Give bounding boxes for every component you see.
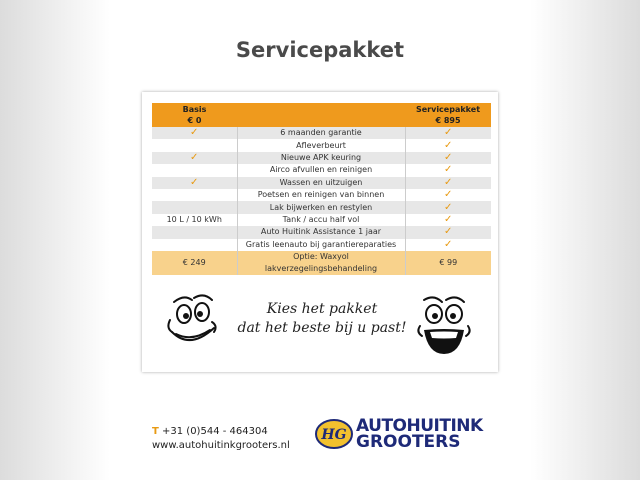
feature-label: Tank / accu half vol	[237, 214, 405, 226]
service-card	[142, 92, 498, 372]
option-row	[152, 251, 491, 275]
header-basis-price: € 0	[187, 116, 202, 125]
basis-check-icon	[152, 226, 237, 238]
table-row	[152, 226, 491, 238]
basis-check-icon	[152, 189, 237, 201]
service-check-icon: ✓	[405, 127, 491, 139]
service-check-icon: ✓	[405, 177, 491, 189]
service-check-icon: ✓	[405, 226, 491, 238]
header-spacer	[237, 103, 405, 127]
page-title: Servicepakket	[235, 38, 405, 62]
header-service-price: € 895	[435, 116, 461, 125]
table-row	[152, 189, 491, 201]
option-basis-price: € 249	[152, 251, 237, 275]
basis-check-icon: ✓	[152, 152, 237, 164]
feature-label: Lak bijwerken en restylen	[237, 201, 405, 213]
header-service-label: Servicepakket	[415, 105, 481, 114]
feature-label: Nieuwe APK keuring	[237, 152, 405, 164]
service-check-icon: ✓	[405, 189, 491, 201]
table-row	[152, 214, 491, 226]
table-row	[152, 239, 491, 251]
feature-label: Airco afvullen en reinigen	[237, 164, 405, 176]
table-row	[152, 152, 491, 164]
table-header	[152, 103, 491, 127]
option-label: Optie: Waxyol lakverzegelingsbehandeling	[237, 251, 405, 275]
contact-info	[152, 425, 290, 453]
feature-label: Afleverbeurt	[237, 139, 405, 151]
service-check-icon: ✓	[405, 152, 491, 164]
basis-check-icon	[152, 139, 237, 151]
logo-line-1: AUTOHUITINK	[356, 416, 483, 436]
basis-value: 10 L / 10 kWh	[152, 214, 237, 226]
phone-number[interactable]: +31 (0)544 - 464304	[162, 426, 268, 437]
feature-label: Auto Huitink Assistance 1 jaar	[237, 226, 405, 238]
service-table	[152, 103, 491, 275]
service-check-icon: ✓	[405, 139, 491, 151]
feature-label: Poetsen en reinigen van binnen	[237, 189, 405, 201]
header-service	[405, 103, 491, 127]
service-check-icon: ✓	[405, 239, 491, 251]
phone-line	[152, 425, 290, 439]
service-check-icon: ✓	[405, 164, 491, 176]
option-service-price: € 99	[405, 251, 491, 275]
table-row	[152, 127, 491, 139]
logo-badge-text: HG	[321, 427, 347, 443]
slogan-line-2: dat het beste bij u past!	[237, 320, 407, 336]
feature-label: Gratis leenauto bij garantiereparaties	[237, 239, 405, 251]
hg-logo-icon	[314, 417, 354, 451]
header-basis	[152, 103, 237, 127]
service-check-icon: ✓	[405, 201, 491, 213]
feature-label: Wassen en uitzuigen	[237, 177, 405, 189]
feature-label: 6 maanden garantie	[237, 127, 405, 139]
service-check-icon: ✓	[405, 214, 491, 226]
phone-prefix: T	[152, 426, 159, 437]
basis-check-icon	[152, 239, 237, 251]
basis-check-icon: ✓	[152, 177, 237, 189]
table-row	[152, 164, 491, 176]
table-row	[152, 201, 491, 213]
smiley-left-icon	[164, 292, 222, 356]
basis-check-icon: ✓	[152, 127, 237, 139]
website-link[interactable]: www.autohuitinkgrooters.nl	[152, 440, 290, 451]
slogan	[217, 300, 427, 338]
basis-check-icon	[152, 201, 237, 213]
basis-check-icon	[152, 164, 237, 176]
slogan-line-1: Kies het pakket	[266, 301, 378, 317]
table-row	[152, 139, 491, 151]
smiley-right-icon	[412, 292, 476, 362]
header-basis-label: Basis	[182, 105, 207, 114]
logo-line-2: GROOTERS	[356, 432, 461, 452]
table-row	[152, 177, 491, 189]
